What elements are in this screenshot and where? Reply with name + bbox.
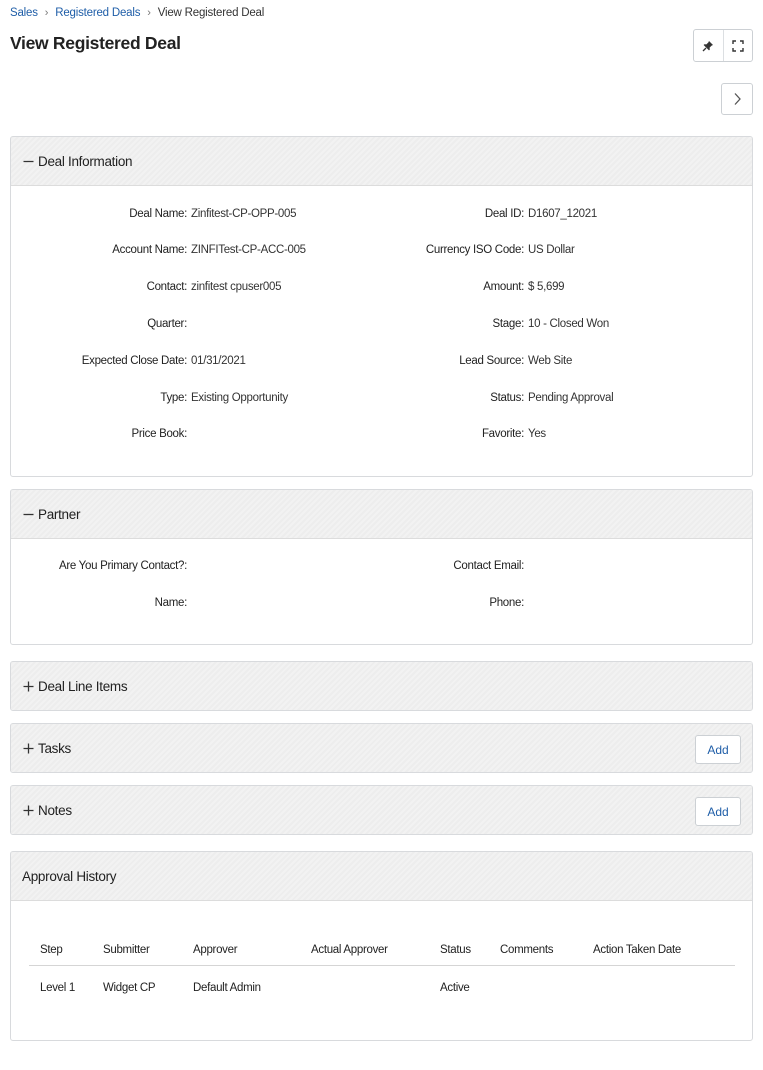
field-value: US Dollar (528, 244, 575, 256)
cell-step: Level 1 (40, 982, 75, 994)
breadcrumb-link-sales[interactable]: Sales (10, 7, 38, 19)
tasks-header[interactable] (11, 724, 752, 773)
field-value: ZINFITest-CP-ACC-005 (191, 244, 306, 256)
notes-panel (10, 785, 753, 835)
field-status (11, 390, 753, 406)
chevron-right-icon (732, 92, 742, 106)
breadcrumb-link-registered-deals[interactable]: Registered Deals (55, 7, 141, 19)
field-deal-id (11, 206, 753, 222)
pin-button[interactable] (694, 30, 723, 61)
table-header-row (29, 934, 735, 966)
field-label: Amount: (483, 281, 524, 293)
partner-panel (10, 489, 753, 645)
minus-icon (22, 508, 34, 520)
next-record-button[interactable] (721, 83, 753, 115)
deal-information-panel (10, 136, 753, 477)
add-task-button[interactable]: Add (695, 735, 741, 764)
approval-history-title: Approval History (22, 868, 117, 884)
column-header-action-taken-date: Action Taken Date (593, 943, 682, 956)
notes-title: Notes (38, 803, 72, 818)
field-phone (11, 595, 753, 611)
field-value: Zinfitest-CP-OPP-005 (191, 208, 297, 220)
table-row (29, 966, 735, 1010)
field-label: Type: (160, 392, 187, 404)
approval-history-panel (10, 851, 753, 1041)
field-label: Account Name: (112, 244, 187, 256)
approval-history-table (29, 934, 735, 1010)
plus-icon (22, 743, 34, 755)
field-value: D1607_12021 (528, 208, 597, 220)
plus-icon (22, 681, 34, 693)
field-label: Deal Name: (129, 208, 187, 220)
field-label: Are You Primary Contact?: (58, 560, 187, 572)
field-value: Yes (528, 428, 546, 440)
field-label: Deal ID: (484, 208, 524, 220)
field-value: 10 - Closed Won (528, 318, 609, 330)
field-label: Lead Source: (459, 355, 524, 367)
column-header-step: Step (40, 943, 63, 956)
field-value: Pending Approval (528, 392, 614, 404)
column-header-approver: Approver (193, 943, 238, 956)
page-title: View Registered Deal (10, 33, 181, 53)
field-currency-iso-code (11, 242, 753, 258)
partner-title: Partner (38, 506, 81, 522)
cell-approver: Default Admin (193, 982, 261, 994)
field-label: Stage: (492, 318, 524, 330)
field-value: $ 5,699 (528, 281, 565, 293)
field-label: Name: (154, 597, 187, 609)
column-header-actual-approver: Actual Approver (311, 943, 388, 956)
field-label: Phone: (489, 597, 524, 609)
field-label: Favorite: (481, 428, 524, 440)
field-label: Expected Close Date: (81, 355, 187, 367)
field-stage (11, 316, 753, 332)
field-label: Contact: (146, 281, 187, 293)
cell-submitter: Widget CP (103, 982, 156, 994)
tasks-title: Tasks (38, 741, 72, 756)
column-header-comments: Comments (500, 943, 554, 956)
field-lead-source (11, 353, 753, 369)
minus-icon (22, 155, 34, 167)
approval-history-header (11, 852, 752, 901)
field-label: Currency ISO Code: (425, 244, 524, 256)
field-value: zinfitest cpuser005 (191, 281, 282, 293)
field-value: Existing Opportunity (191, 392, 288, 404)
field-label: Price Book: (131, 428, 187, 440)
chevron-right-icon: › (147, 7, 151, 19)
fullscreen-button[interactable] (723, 30, 753, 61)
partner-header[interactable] (11, 490, 752, 539)
expand-icon (732, 40, 744, 52)
pin-icon (702, 40, 714, 52)
toolbar (693, 29, 753, 62)
field-favorite (11, 426, 753, 442)
notes-header[interactable] (11, 786, 752, 835)
column-header-submitter: Submitter (103, 943, 150, 956)
field-value: 01/31/2021 (191, 355, 246, 367)
tasks-panel (10, 723, 753, 773)
field-label: Quarter: (147, 318, 187, 330)
add-note-button[interactable]: Add (695, 797, 741, 826)
field-label: Contact Email: (453, 560, 524, 572)
deal-line-items-header[interactable] (11, 662, 752, 711)
column-header-status: Status (440, 943, 471, 956)
deal-information-title: Deal Information (38, 153, 133, 169)
deal-line-items-panel (10, 661, 753, 711)
chevron-right-icon: › (44, 7, 49, 19)
deal-line-items-title: Deal Line Items (38, 679, 128, 694)
breadcrumb (10, 7, 264, 19)
field-value: Web Site (528, 355, 573, 367)
breadcrumb-current: View Registered Deal (157, 7, 265, 19)
field-contact-email (11, 558, 753, 574)
deal-information-header[interactable] (11, 137, 752, 186)
field-label: Status: (490, 392, 524, 404)
cell-status: Active (440, 982, 470, 994)
plus-icon (22, 805, 34, 817)
field-amount (11, 279, 753, 295)
